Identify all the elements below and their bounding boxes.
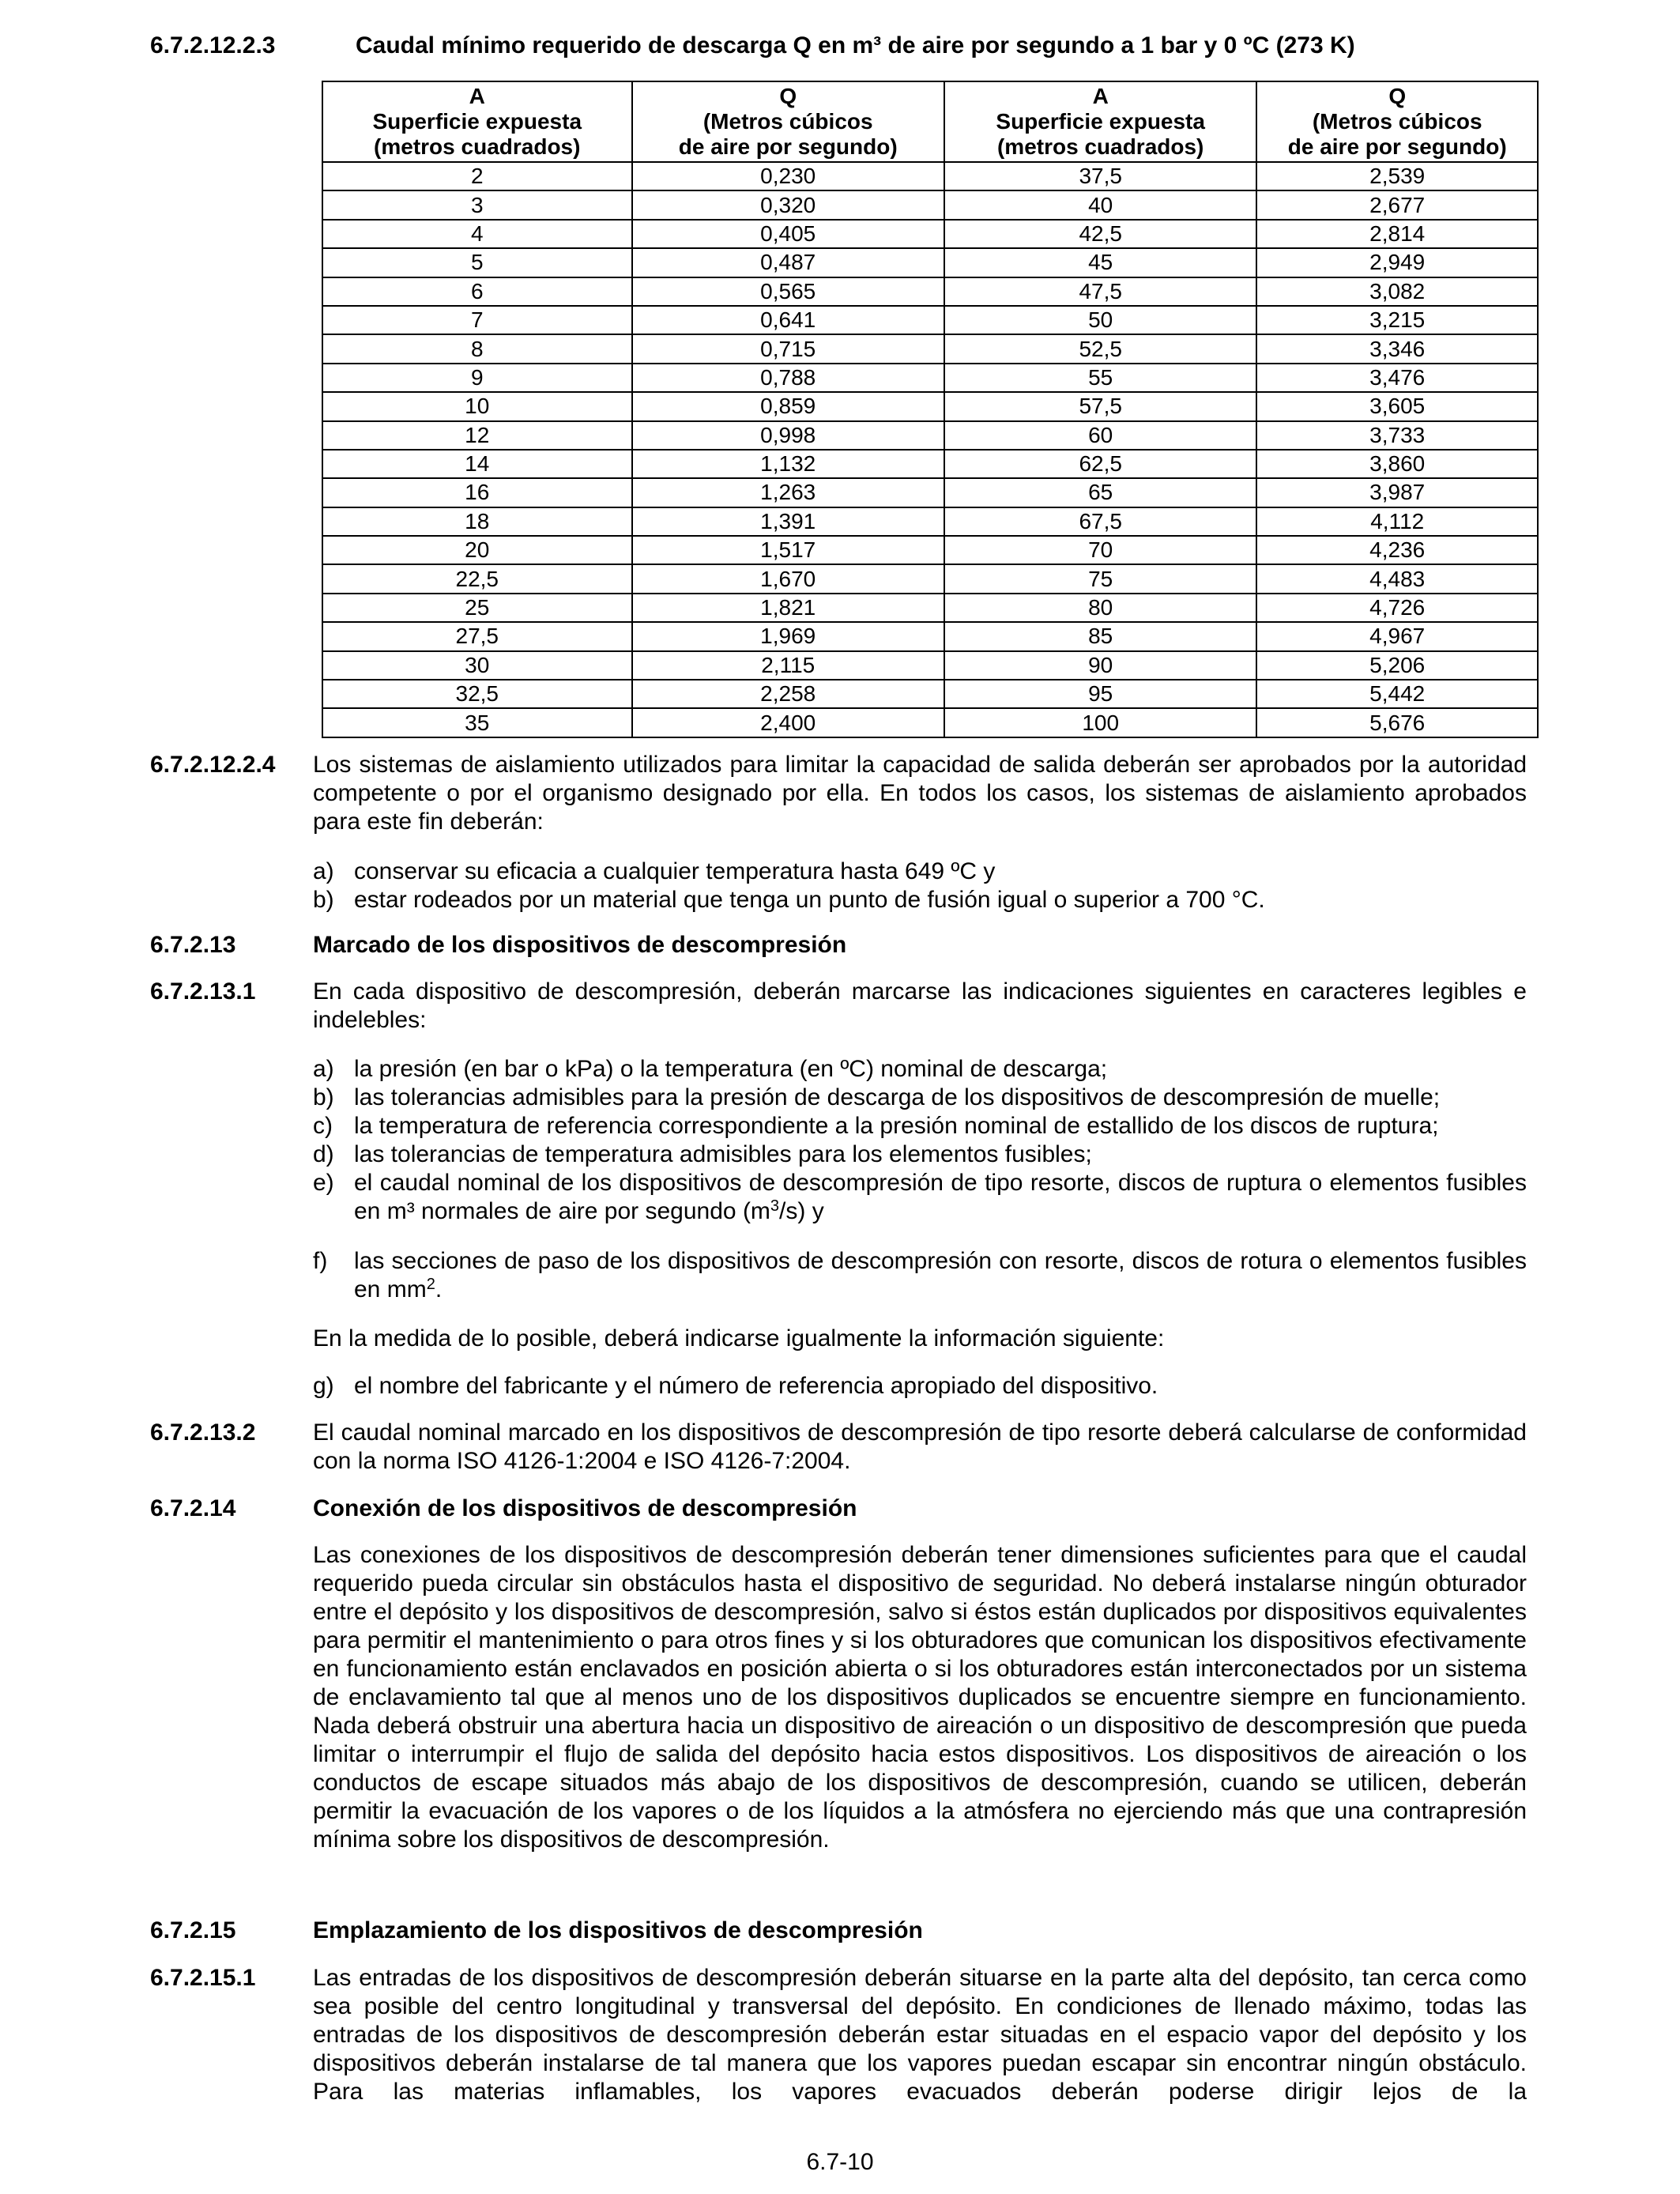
- table-cell: 25: [322, 594, 632, 622]
- paragraph: El caudal nominal marcado en los dispositivos de descompresión de tipo resorte deberá calcularse de conformidad con la norma ISO 4126-1:2004 e ISO 4126-7:2004.: [313, 1419, 1527, 1474]
- table-cell: 4,726: [1256, 594, 1538, 622]
- table-cell: 5,676: [1256, 708, 1538, 737]
- table-row: [322, 450, 1538, 478]
- table-cell: 1,821: [632, 594, 944, 622]
- table-cell: 22,5: [322, 564, 632, 593]
- table-row: [322, 594, 1538, 622]
- table-row: [322, 334, 1538, 363]
- list-text: estar rodeados por un material que tenga un punto de fusión igual o superior a 700 °C.: [354, 887, 1265, 913]
- list-item: [313, 1247, 1527, 1304]
- table-row: [322, 392, 1538, 420]
- table-cell: 37,5: [944, 162, 1257, 190]
- list-label: a): [313, 1056, 334, 1082]
- section-heading: Emplazamiento de los dispositivos de descompresión: [313, 1917, 923, 1943]
- table-cell: 80: [944, 594, 1257, 622]
- table-cell: 10: [322, 392, 632, 420]
- table-cell: 0,565: [632, 277, 944, 306]
- discharge-table: [322, 81, 1539, 738]
- table-cell: 47,5: [944, 277, 1257, 306]
- table-cell: 8: [322, 334, 632, 363]
- list-text: el nombre del fabricante y el número de referencia apropiado del dispositivo.: [354, 1373, 1158, 1399]
- list-text: la temperatura de referencia correspondiente a la presión nominal de estallido de los discos de ruptura;: [354, 1113, 1439, 1139]
- table-cell: 85: [944, 622, 1257, 650]
- list-label: b): [313, 887, 334, 913]
- table-cell: 0,788: [632, 364, 944, 392]
- list-item: [313, 858, 1527, 886]
- column-header: Q (Metros cúbicos de aire por segundo): [1256, 81, 1538, 162]
- table-cell: 0,859: [632, 392, 944, 420]
- table-cell: 1,132: [632, 450, 944, 478]
- table-cell: 55: [944, 364, 1257, 392]
- table-cell: 2,400: [632, 708, 944, 737]
- table-cell: 40: [944, 190, 1257, 219]
- table-row: [322, 507, 1538, 536]
- section-number: 6.7.2.13.2: [150, 1419, 256, 1446]
- table-cell: 4,236: [1256, 536, 1538, 564]
- table-cell: 32,5: [322, 680, 632, 708]
- table-cell: 16: [322, 478, 632, 507]
- list-text: las tolerancias admisibles para la presión de descarga de los dispositivos de descompresión de muelle;: [354, 1084, 1441, 1110]
- table-cell: 2,677: [1256, 190, 1538, 219]
- section-number: 6.7.2.13.1: [150, 978, 256, 1005]
- table-cell: 67,5: [944, 507, 1257, 536]
- table-body: [322, 162, 1538, 737]
- list-label: e): [313, 1170, 334, 1196]
- table-row: [322, 421, 1538, 450]
- section-heading: Marcado de los dispositivos de descompresión: [313, 932, 847, 958]
- table-cell: 95: [944, 680, 1257, 708]
- column-header: Q (Metros cúbicos de aire por segundo): [632, 81, 944, 162]
- table-cell: 3,987: [1256, 478, 1538, 507]
- paragraph: En cada dispositivo de descompresión, deberán marcarse las indicaciones siguientes en caracteres legibles e indelebles:: [313, 978, 1527, 1033]
- list-label: b): [313, 1084, 334, 1110]
- table-cell: 50: [944, 306, 1257, 334]
- table-cell: 3: [322, 190, 632, 219]
- table-cell: 60: [944, 421, 1257, 450]
- table-cell: 5: [322, 248, 632, 277]
- list-item: [313, 1169, 1527, 1226]
- table-cell: 9: [322, 364, 632, 392]
- list-item: [313, 1140, 1527, 1169]
- table-cell: 4,967: [1256, 622, 1538, 650]
- list-label: c): [313, 1113, 333, 1139]
- table-cell: 100: [944, 708, 1257, 737]
- table-row: [322, 162, 1538, 190]
- table-cell: 2,539: [1256, 162, 1538, 190]
- table-cell: 20: [322, 536, 632, 564]
- table-cell: 1,517: [632, 536, 944, 564]
- table-cell: 1,969: [632, 622, 944, 650]
- list-item: [313, 1084, 1527, 1112]
- section-number: 6.7.2.15: [150, 1917, 236, 1943]
- list-text: las tolerancias de temperatura admisibles para los elementos fusibles;: [354, 1141, 1092, 1167]
- table-cell: 0,230: [632, 162, 944, 190]
- table-cell: 52,5: [944, 334, 1257, 363]
- table-cell: 0,998: [632, 421, 944, 450]
- table-cell: 62,5: [944, 450, 1257, 478]
- table-cell: 0,487: [632, 248, 944, 277]
- paragraph: Las conexiones de los dispositivos de descompresión deberán tener dimensiones suficientes para que el caudal requerido pueda circular sin obstáculos hasta el dispositivo de seguridad. No deberá instalarse ningún obturador entre el depósito y los dispositivos de descompresión, salvo si éstos están duplicados por dispositivos equivalentes para permitir el mantenimiento o para otros fines y si los obturadores que comunican los dispositivos efectivamente en funcionamiento están enclavados en posición abierta o si los obturadores están interconectados por un sistema de enclavamiento tal que al menos uno de los dispositivos duplicados se encuentre siempre en funcionamiento. Nada deberá obstruir una abertura hacia un dispositivo de aireación o un dispositivo de descompresión que pueda limitar o interrumpir el flujo de salida del depósito hacia estos dispositivos. Los dispositivos de aireación o los conductos de escape situados más abajo de los dispositivos de descompresión, cuando se utilicen, deberán permitir la evacuación de los vapores o de los líquidos a la atmósfera no ejerciendo más que una contrapresión mínima sobre los dispositivos de descompresión.: [313, 1542, 1527, 1853]
- section-number: 6.7.2.12.2.4: [150, 752, 276, 778]
- table-cell: 7: [322, 306, 632, 334]
- table-row: [322, 536, 1538, 564]
- table-cell: 2,258: [632, 680, 944, 708]
- section-heading: Conexión de los dispositivos de descompresión: [313, 1495, 857, 1521]
- table-cell: 4: [322, 220, 632, 248]
- table-title: Caudal mínimo requerido de descarga Q en m³ de aire por segundo a 1 bar y 0 ºC (273 K): [356, 32, 1355, 58]
- table-row: [322, 680, 1538, 708]
- table-cell: 0,320: [632, 190, 944, 219]
- table-cell: 45: [944, 248, 1257, 277]
- table-header: [322, 81, 1538, 162]
- table-cell: 0,715: [632, 334, 944, 363]
- list-text: conservar su eficacia a cualquier temperatura hasta 649 ºC y: [354, 858, 996, 884]
- list-label: d): [313, 1141, 334, 1167]
- table-row: [322, 248, 1538, 277]
- table-cell: 3,082: [1256, 277, 1538, 306]
- list-item: [313, 886, 1527, 914]
- table-cell: 0,405: [632, 220, 944, 248]
- table-row: [322, 478, 1538, 507]
- list-item: [313, 1112, 1527, 1140]
- table-cell: 2,814: [1256, 220, 1538, 248]
- table-cell: 27,5: [322, 622, 632, 650]
- table-cell: 35: [322, 708, 632, 737]
- table-cell: 75: [944, 564, 1257, 593]
- table-cell: 2: [322, 162, 632, 190]
- table-row: [322, 277, 1538, 306]
- list-label: f): [313, 1248, 328, 1274]
- table-row: [322, 306, 1538, 334]
- table-cell: 57,5: [944, 392, 1257, 420]
- column-header: A Superficie expuesta (metros cuadrados): [322, 81, 632, 162]
- table-row: [322, 651, 1538, 680]
- table-row: [322, 220, 1538, 248]
- table-row: [322, 190, 1538, 219]
- table-cell: 12: [322, 421, 632, 450]
- list-label: g): [313, 1373, 334, 1399]
- column-header: A Superficie expuesta (metros cuadrados): [944, 81, 1257, 162]
- list-text: la presión (en bar o kPa) o la temperatura (en ºC) nominal de descarga;: [354, 1056, 1108, 1082]
- page-number: 6.7-10: [806, 2149, 874, 2175]
- table-cell: 2,115: [632, 651, 944, 680]
- table-cell: 1,263: [632, 478, 944, 507]
- table-cell: 14: [322, 450, 632, 478]
- table-cell: 1,391: [632, 507, 944, 536]
- table-cell: 3,346: [1256, 334, 1538, 363]
- list-label: a): [313, 858, 334, 884]
- table-cell: 0,641: [632, 306, 944, 334]
- section-number: 6.7.2.13: [150, 932, 236, 958]
- table-cell: 70: [944, 536, 1257, 564]
- list-text: el caudal nominal de los dispositivos de descompresión de tipo resorte, discos de ruptura o elementos fusibles en m³ normales de aire por segundo $(m^3/s)$ y: [354, 1170, 1527, 1224]
- table-row: [322, 708, 1538, 737]
- table-cell: 3,860: [1256, 450, 1538, 478]
- table-cell: 2,949: [1256, 248, 1538, 277]
- table-cell: 4,483: [1256, 564, 1538, 593]
- table-cell: 65: [944, 478, 1257, 507]
- table-cell: 3,733: [1256, 421, 1538, 450]
- table-row: [322, 364, 1538, 392]
- list-item: [313, 1372, 1527, 1400]
- table-row: [322, 564, 1538, 593]
- table-cell: 1,670: [632, 564, 944, 593]
- paragraph: Los sistemas de aislamiento utilizados para limitar la capacidad de salida deberán ser aprobados por la autoridad competente o por el organismo designado por ella. En todos los casos, los sistemas de aislamiento aprobados para este fin deberán:: [313, 752, 1527, 835]
- table-cell: 90: [944, 651, 1257, 680]
- table-cell: 42,5: [944, 220, 1257, 248]
- paragraph: Las entradas de los dispositivos de descompresión deberán situarse en la parte alta del depósito, tan cerca como sea posible del centro longitudinal y transversal del depósito. En condiciones de llenado máximo, todas las entradas de los dispositivos de descompresión deberán estar situadas en el espacio vapor del depósito y los dispositivos deberán instalarse de tal manera que los vapores puedan escapar sin encontrar ningún obstáculo. Para las materias inflamables, los vapores evacuados deberán poderse dirigir lejos de la: [313, 1965, 1527, 2105]
- paragraph: En la medida de lo posible, deberá indicarse igualmente la información siguiente:: [313, 1325, 1165, 1351]
- section-number: 6.7.2.15.1: [150, 1965, 256, 1991]
- table-cell: 4,112: [1256, 507, 1538, 536]
- section-number: 6.7.2.12.2.3: [150, 32, 276, 58]
- table-cell: 3,605: [1256, 392, 1538, 420]
- table-cell: 5,442: [1256, 680, 1538, 708]
- table-cell: 6: [322, 277, 632, 306]
- table-cell: 18: [322, 507, 632, 536]
- table-cell: 30: [322, 651, 632, 680]
- table-row: [322, 622, 1538, 650]
- list-text: las secciones de paso de los dispositivos de descompresión con resorte, discos de rotura o elementos fusibles en $mm^2$.: [354, 1248, 1527, 1302]
- section-number: 6.7.2.14: [150, 1495, 236, 1521]
- table-cell: 5,206: [1256, 651, 1538, 680]
- table-cell: 3,476: [1256, 364, 1538, 392]
- table-cell: 3,215: [1256, 306, 1538, 334]
- list-item: [313, 1055, 1527, 1084]
